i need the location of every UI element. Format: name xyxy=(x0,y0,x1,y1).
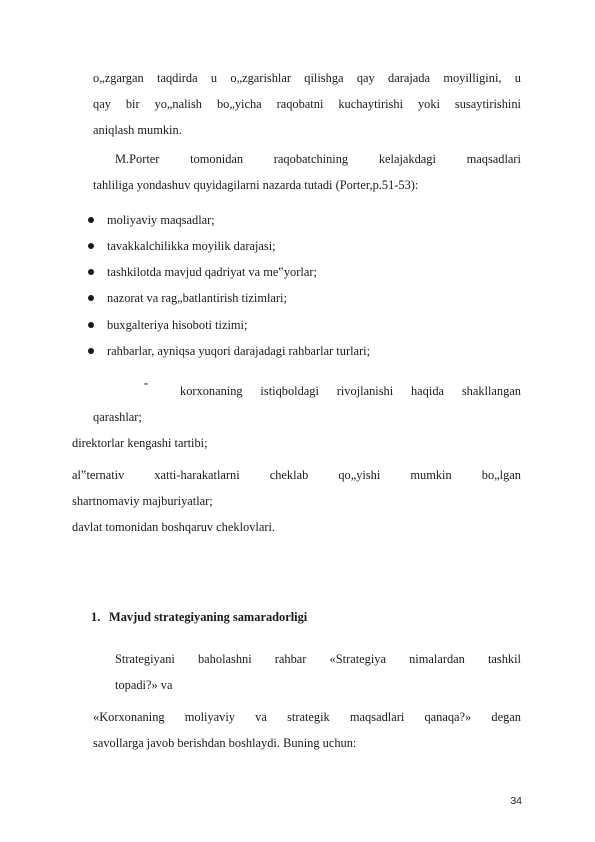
list-item: rahbarlar, ayniqsa yuqori darajadagi rahbarlar turlari; xyxy=(107,344,371,358)
directors-line: direktorlar kengashi tartibi; xyxy=(72,436,208,450)
list-item: tashkilotda mavjud qadriyat va me‟yorlar; xyxy=(107,265,317,279)
paragraph1-line2: qay bir yo„nalish bo„yicha raqobatni kuchaytirishi yoki susaytirishini xyxy=(93,97,521,111)
paragraph3-line2: topadi?» va xyxy=(115,678,173,692)
alternative-line1: al‟ternativ xatti-harakatlarni cheklab qo„yishi mumkin bo„lgan xyxy=(72,468,521,482)
list-item: nazorat va rag„batlantirish tizimlari; xyxy=(107,291,287,305)
bullet-dot-icon xyxy=(88,295,94,301)
paragraph2-line2: tahliliga yondashuv quyidagilarni nazarda tutadi (Porter,p.51-53): xyxy=(93,178,419,192)
bullet-dot-icon xyxy=(88,243,94,249)
section-number: 1. xyxy=(91,610,101,624)
page-number: 34 xyxy=(510,795,522,807)
bullet-dot-icon xyxy=(88,322,94,328)
dash-item-line1: korxonaning istiqboldagi rivojlanishi haqida shakllangan xyxy=(180,384,521,398)
paragraph3-line4: savollarga javob berishdan boshlaydi. Buning uchun: xyxy=(93,736,357,750)
paragraph1-line3: aniqlash mumkin. xyxy=(93,123,182,137)
paragraph1-line1: o„zgargan taqdirda u o„zgarishlar qilishga qay darajada moyilligini, u xyxy=(93,71,521,85)
list-item: tavakkalchilikka moyilik darajasi; xyxy=(107,239,276,253)
bullet-dot-icon xyxy=(88,348,94,354)
alternative-line2: shartnomaviy majburiyatlar; xyxy=(72,494,213,508)
state-line: davlat tomonidan boshqaruv cheklovlari. xyxy=(72,520,276,534)
paragraph3-line1: Strategiyani baholashni rahbar «Strategiya nimalardan tashkil xyxy=(115,652,521,666)
dash-marker: - xyxy=(144,376,149,390)
bullet-dot-icon xyxy=(88,217,94,223)
section-title: Mavjud strategiyaning samaradorligi xyxy=(109,610,308,624)
list-item: buxgalteriya hisoboti tizimi; xyxy=(107,318,248,332)
list-item: moliyaviy maqsadlar; xyxy=(107,213,215,227)
paragraph2-line1: M.Porter tomonidan raqobatchining kelajakdagi maqsadlari xyxy=(115,152,521,166)
bullet-dot-icon xyxy=(88,269,94,275)
dash-item-line2: qarashlar; xyxy=(93,410,142,424)
paragraph3-line3: «Korxonaning moliyaviy va strategik maqsadlari qanaqa?» degan xyxy=(93,710,521,724)
